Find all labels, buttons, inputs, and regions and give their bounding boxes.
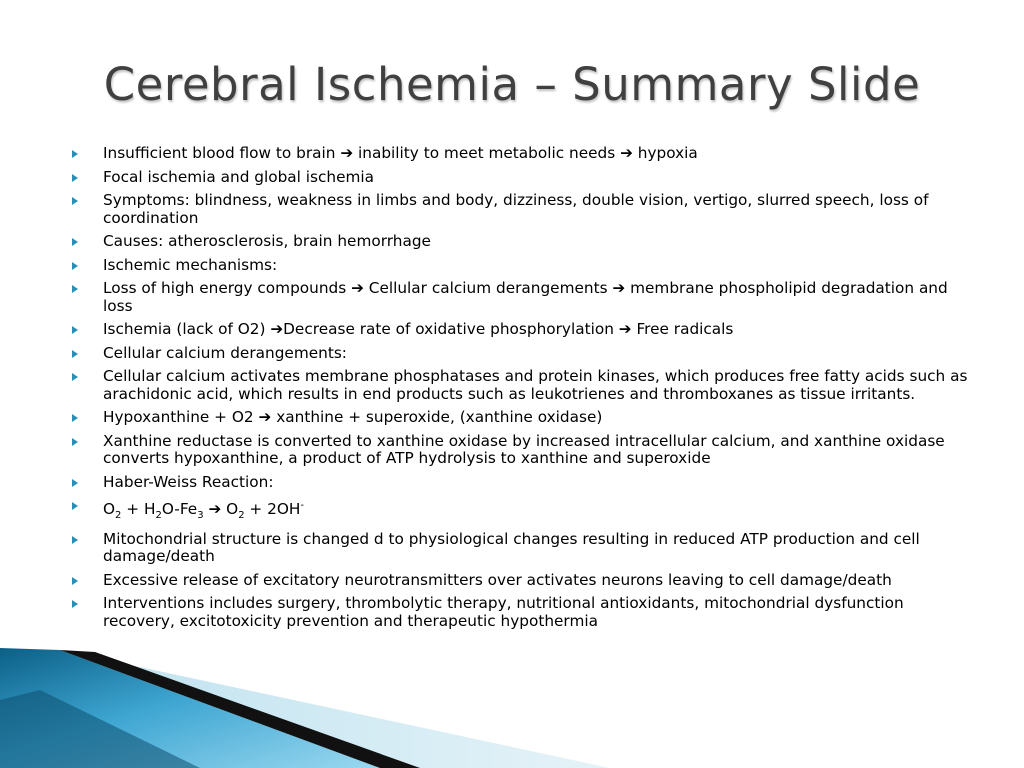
bullet-text: Hypoxanthine + O2 ➔ xanthine + superoxide, (xanthine oxidase) xyxy=(103,408,603,426)
triangle-right-icon xyxy=(72,536,78,544)
bullet-item xyxy=(72,497,972,525)
triangle-right-icon xyxy=(72,577,78,585)
triangle-right-icon xyxy=(72,238,78,246)
right-arrow-icon: ➔ xyxy=(618,320,632,338)
bullet-text: Symptoms: blindness, weakness in limbs and body, dizziness, double vision, vertigo, slurred speech, loss of coordination xyxy=(103,191,929,227)
right-arrow-icon: ➔ xyxy=(340,144,354,162)
bullet-text: Cellular calcium activates membrane phosphatases and protein kinases, which produces free fatty acids such as arachidonic acid, which results in end products such as leukotrienes and thromboxanes as tissue irritants. xyxy=(103,367,968,403)
bullet-list xyxy=(72,145,972,636)
bullet-item xyxy=(72,368,972,403)
bullet-item xyxy=(72,169,972,187)
bullet-text: Causes: atherosclerosis, brain hemorrhage xyxy=(103,232,431,250)
right-arrow-icon: ➔ xyxy=(208,500,222,519)
bullet-item xyxy=(72,409,972,427)
right-arrow-icon: ➔ xyxy=(258,408,272,426)
bullet-text: Focal ischemia and global ischemia xyxy=(103,167,375,186)
triangle-right-icon xyxy=(72,438,78,446)
bullet-text: Xanthine reductase is converted to xanthine oxidase by increased intracellular calcium, and xanthine oxidase converts hypoxanthine, a product of ATP hydrolysis to xanthine and superoxide xyxy=(103,431,945,467)
triangle-right-icon xyxy=(72,373,78,381)
bullet-item xyxy=(72,345,972,363)
bullet-text: $O_2 + H_2O-Fe_3$ ➔ $O_2 + 2OH^-$ xyxy=(103,500,304,522)
bullet-text: Haber-Weiss Reaction: xyxy=(103,472,274,491)
triangle-right-icon xyxy=(72,262,78,270)
bullet-text: Mitochondrial structure is changed d to physiological changes resulting in reduced ATP production and cell damage/death xyxy=(103,529,920,566)
bullet-item xyxy=(72,257,972,275)
bullet-text: Interventions includes surgery, thrombolytic therapy, nutritional antioxidants, mitochondrial dysfunction recovery, excitotoxicity prevention and therapeutic hypothermia xyxy=(103,594,904,630)
triangle-right-icon xyxy=(72,502,78,510)
triangle-right-icon xyxy=(72,285,78,293)
triangle-right-icon xyxy=(72,414,78,422)
bullet-text: Loss of high energy compounds ➔ Cellular calcium derangements ➔ membrane phospholipid degradation and loss xyxy=(103,279,948,315)
bullet-item xyxy=(72,595,972,630)
bullet-item xyxy=(72,474,972,492)
bullet-item xyxy=(72,192,972,227)
right-arrow-icon: ➔ xyxy=(351,279,364,297)
right-arrow-icon: ➔ xyxy=(612,279,626,297)
triangle-right-icon xyxy=(72,600,78,608)
right-arrow-icon: ➔ xyxy=(620,144,633,162)
triangle-right-icon xyxy=(72,174,78,182)
bullet-item xyxy=(72,233,972,251)
bullet-item xyxy=(72,531,972,566)
bullet-item xyxy=(72,572,972,590)
triangle-right-icon xyxy=(72,350,78,358)
triangle-right-icon xyxy=(72,150,78,158)
bullet-text: Excessive release of excitatory neurotransmitters over activates neurons leaving to cell damage/death xyxy=(103,570,892,589)
bullet-text: Ischemia (lack of O2) ➔Decrease rate of oxidative phosphorylation ➔ Free radicals xyxy=(103,320,734,338)
bullet-item xyxy=(72,433,972,468)
bullet-text: Cellular calcium derangements: xyxy=(103,343,347,362)
bullet-item xyxy=(72,280,972,315)
bullet-item xyxy=(72,321,972,339)
triangle-right-icon xyxy=(72,326,78,334)
bullet-item xyxy=(72,145,972,163)
triangle-right-icon xyxy=(72,197,78,205)
right-arrow-icon: ➔ xyxy=(270,320,284,338)
slide-title: Cerebral Ischemia – Summary Slide xyxy=(103,58,921,111)
bullet-text: Insufficient blood flow to brain ➔ inability to meet metabolic needs ➔ hypoxia xyxy=(103,144,698,162)
triangle-right-icon xyxy=(72,479,78,487)
bullet-text: Ischemic mechanisms: xyxy=(103,255,278,274)
